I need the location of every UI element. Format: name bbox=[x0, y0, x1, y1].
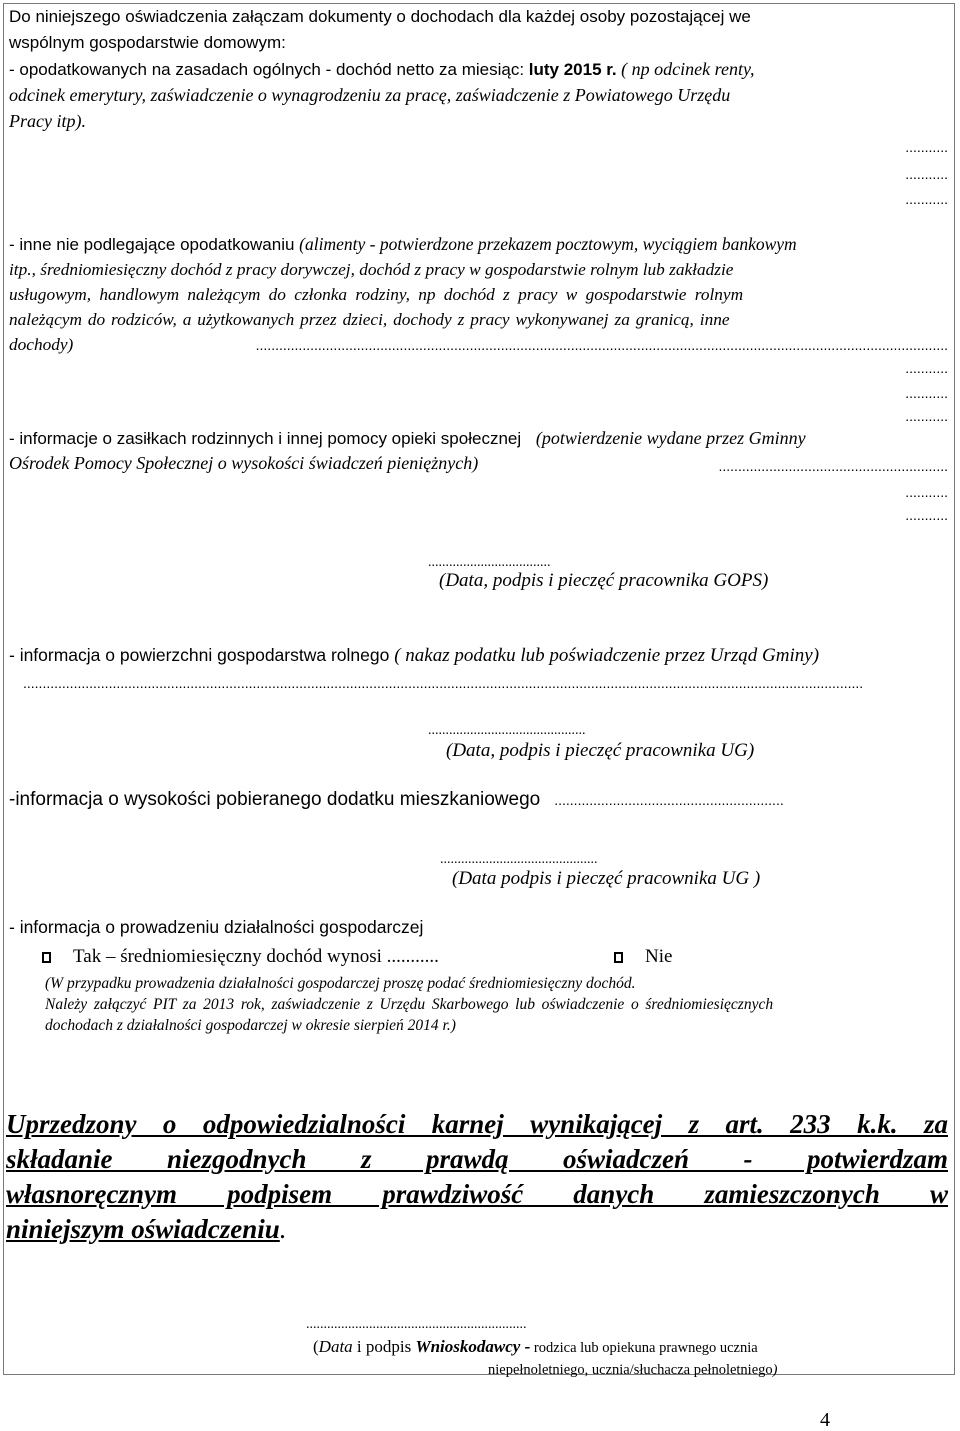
legal-warning-line-4 bbox=[6, 1212, 948, 1246]
applicant-role-details-2: niepełnoletniego, ucznia/słuchacza pełnoletniego bbox=[488, 1362, 773, 1378]
dotted-line: ........................................................................................................................................................................................................................ bbox=[23, 675, 864, 691]
ug-signature-label: (Data, podpis i pieczęć pracownika UG) bbox=[446, 740, 755, 761]
applicant-open-paren: ( bbox=[313, 1337, 319, 1356]
untaxed-itp: itp. bbox=[9, 260, 32, 279]
family-benefits-note-line-2: Ośrodek Pomocy Społecznej o wysokości świadczeń pieniężnych) bbox=[9, 453, 479, 473]
housing-allowance-dots: ........................................................... bbox=[554, 792, 784, 808]
checkbox-yes[interactable] bbox=[42, 952, 51, 963]
business-activity-line: - informacja o prowadzeniu działalności gospodarczej bbox=[9, 917, 424, 937]
applicant-close-paren: ) bbox=[772, 1362, 778, 1378]
taxed-income-note-line-2: odcinek emerytury, zaświadczenie o wynagrodzeniu za pracę, zaświadczenie z Powiatowego Urzędu bbox=[9, 85, 731, 105]
untaxed-income-line-2 bbox=[9, 260, 733, 280]
business-note-line-3: dochodach z działalności gospodarczej w okresie sierpień 2014 r.) bbox=[45, 1017, 456, 1034]
applicant-role-details: rodzica lub opiekuna prawnego ucznia bbox=[530, 1340, 758, 1356]
legal-warning-line-2: składanie niezgodnych z prawdą oświadczeń - potwierdzam bbox=[6, 1144, 948, 1174]
dotted-line: ........... bbox=[905, 385, 948, 401]
business-option-no-label: Nie bbox=[645, 946, 673, 967]
untaxed-income-prefix: - inne nie podlegające opodatkowaniu bbox=[9, 235, 300, 254]
applicant-role: Wnioskodawcy - bbox=[415, 1337, 531, 1356]
untaxed-income-details: , średniomiesięczny dochód z pracy dorywczej, dochód z pracy w gospodarstwie rolnym lub zakładzie bbox=[31, 260, 734, 279]
applicant-signature-line: ............................................................... bbox=[306, 1317, 527, 1332]
ug-signature-line: ............................................. bbox=[428, 723, 586, 738]
gops-signature-line: ................................... bbox=[428, 555, 551, 570]
family-benefits-prefix: - informacje o zasiłkach rodzinnych i innej pomocy opieki społecznej bbox=[9, 429, 526, 448]
untaxed-income-line-5: dochody) bbox=[9, 335, 74, 354]
dotted-line: ........................................................... bbox=[718, 458, 948, 474]
farm-area-prefix: - informacja o powierzchni gospodarstwa rolnego bbox=[9, 645, 395, 665]
untaxed-income-line-4: należącym do rodziców, a użytkowanych przez dzieci, dochody z pracy wykonywanej za granicą, inne bbox=[9, 310, 730, 329]
taxed-income-month: luty 2015 r. bbox=[528, 60, 617, 79]
ug-signature-label-2: (Data podpis i pieczęć pracownika UG ) bbox=[452, 868, 761, 889]
applicant-signature-label-2 bbox=[488, 1359, 778, 1381]
legal-warning-period: . bbox=[279, 1214, 287, 1244]
applicant-signature-label bbox=[313, 1336, 758, 1359]
dotted-line: ........... bbox=[905, 408, 948, 424]
dotted-line: ........... bbox=[905, 166, 948, 182]
ug-signature-line-2: ............................................. bbox=[440, 852, 598, 867]
checkbox-no[interactable] bbox=[614, 952, 623, 963]
farm-area-line bbox=[9, 645, 819, 666]
dotted-line: ........... bbox=[905, 484, 948, 500]
business-note-line-2: Należy załączyć PIT za 2013 rok, zaświadczenie z Urzędu Skarbowego lub oświadczenie o średniomiesięcznych bbox=[45, 996, 774, 1013]
dotted-line: ........... bbox=[905, 507, 948, 523]
family-benefits-note: (potwierdzenie wydane przez Gminny bbox=[535, 428, 806, 448]
farm-area-note: ( nakaz podatku lub poświadczenie przez Urząd Gminy) bbox=[394, 645, 820, 666]
untaxed-income-line-3: usługowym, handlowym należącym do członka rodziny, np dochód z pracy w gospodarstwie rolnym bbox=[9, 285, 744, 304]
untaxed-income-note: (alimenty - potwierdzone przekazem pocztowym, wyciągiem bankowym bbox=[299, 234, 797, 254]
legal-warning-last: niniejszym oświadczeniu bbox=[6, 1214, 280, 1244]
business-option-yes-label: Tak – średniomiesięczny dochód wynosi ........... bbox=[73, 946, 439, 967]
intro-line-1: Do niniejszego oświadczenia załączam dokumenty o dochodach dla każdej osoby pozostającej we bbox=[9, 7, 751, 26]
dotted-line: ........... bbox=[905, 360, 948, 376]
taxed-income-note-line-3: Pracy itp). bbox=[9, 111, 86, 131]
business-option-no[interactable] bbox=[614, 947, 672, 967]
page-number: 4 bbox=[820, 1409, 830, 1431]
untaxed-income-line bbox=[9, 234, 797, 255]
dotted-line: ........... bbox=[905, 139, 948, 155]
intro-line-2: wspólnym gospodarstwie domowym: bbox=[9, 33, 286, 52]
business-note-line-1: (W przypadku prowadzenia działalności gospodarczej proszę podać średniomiesięczny dochód. bbox=[45, 975, 636, 992]
taxed-income-prefix: - opodatkowanych na zasadach ogólnych - dochód netto za miesiąc: bbox=[9, 60, 529, 79]
applicant-data: Data bbox=[318, 1337, 353, 1356]
legal-warning-line-3: własnoręcznym podpisem prawdziwość danych zamieszczonych w bbox=[6, 1179, 948, 1209]
dotted-line: ........... bbox=[905, 191, 948, 207]
taxed-income-note: ( np odcinek renty, bbox=[616, 59, 755, 79]
legal-warning-line-1: Uprzedzony o odpowiedzialności karnej wynikającej z art. 233 k.k. za bbox=[6, 1109, 948, 1139]
business-option-yes[interactable] bbox=[42, 947, 439, 967]
housing-allowance-label: -informacja o wysokości pobieranego dodatku mieszkaniowego bbox=[9, 789, 541, 810]
dotted-line: .................................................................................................................................................................................. bbox=[255, 337, 948, 353]
gops-signature-label: (Data, podpis i pieczęć pracownika GOPS) bbox=[439, 570, 769, 591]
family-benefits-line bbox=[9, 428, 806, 449]
housing-allowance-line bbox=[9, 790, 784, 810]
applicant-i-podpis: i podpis bbox=[352, 1337, 416, 1356]
taxed-income-line bbox=[9, 59, 754, 80]
